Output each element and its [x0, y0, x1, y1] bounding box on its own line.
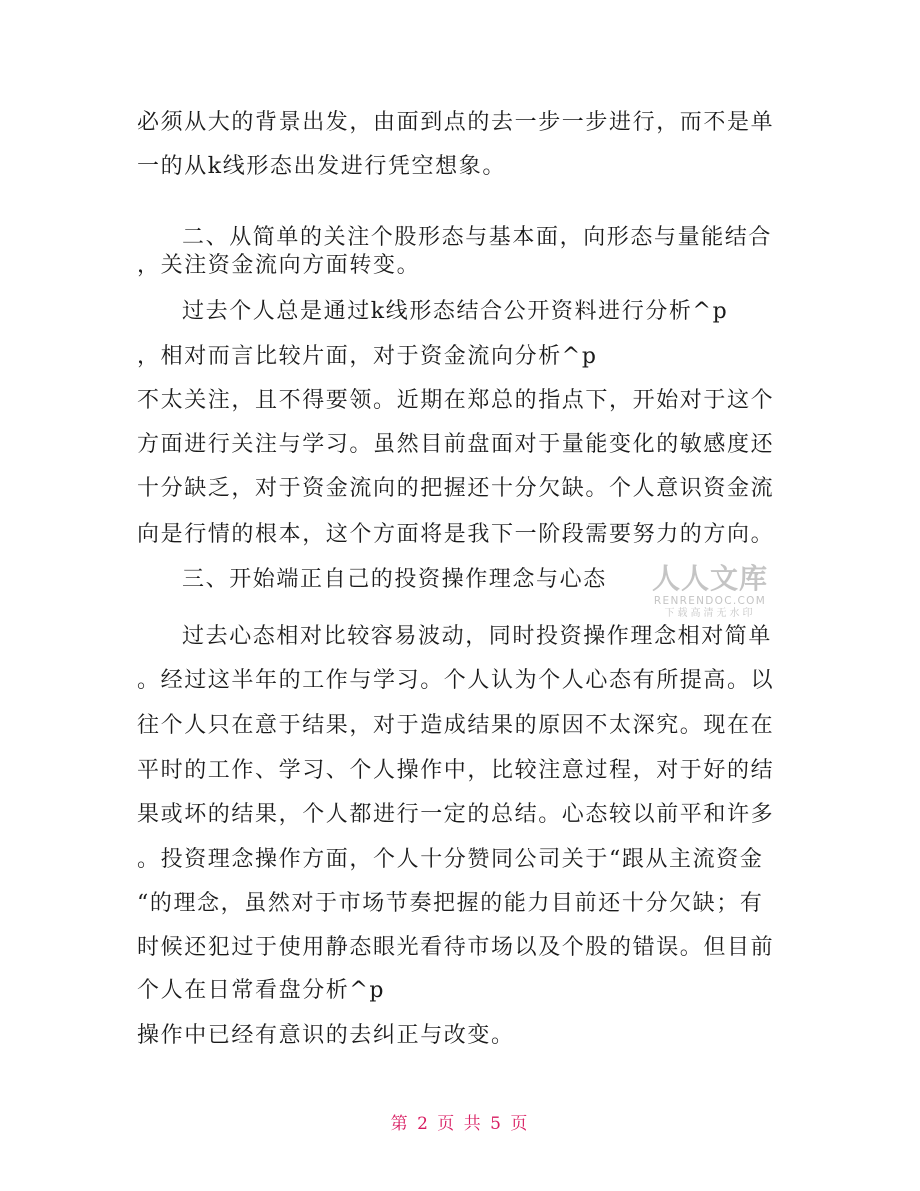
watermark-title: 人人文库 [651, 562, 768, 595]
text-line-4: ，关注资金流向方面转变。 [137, 253, 421, 278]
text-line-16: 果或坏的结果，个人都进行一定的总结。心态较以前平和许多 [137, 802, 775, 827]
text-line-17: 。投资理念操作方面，个人十分赞同公司关于“跟从主流资金 [137, 847, 764, 872]
section-heading-3: 三、开始端正自己的投资操作理念与心态 [182, 567, 607, 592]
text-line-10: 向是行情的根本，这个方面将是我下一阶段需要努力的方向。 [137, 522, 775, 547]
section-heading-2: 二、从简单的关注个股形态与基本面，向形态与量能结合 [182, 225, 773, 250]
text-line-15: 平时的工作、学习、个人操作中，比较注意过程，对于好的结 [137, 758, 775, 783]
text-line-21: 操作中已经有意识的去纠正与改变。 [137, 1023, 515, 1048]
text-line-2: 一的从k线形态出发进行凭空想象。 [137, 154, 506, 179]
text-line-6: ，相对而言比较片面，对于资金流向分析^p [137, 344, 598, 369]
text-line-8: 方面进行关注与学习。虽然目前盘面对于量能变化的敏感度还 [137, 432, 775, 457]
text-line-12: 过去心态相对比较容易波动，同时投资操作理念相对简单 [182, 624, 773, 649]
text-line-13: 。经过这半年的工作与学习。个人认为个人心态有所提高。以 [137, 668, 775, 693]
text-line-18: “的理念，虽然对于市场节奏把握的能力目前还十分欠缺；有 [137, 891, 764, 916]
text-line-19: 时候还犯过于使用静态眼光看待市场以及个股的错误。但目前 [137, 935, 775, 960]
text-line-20: 个人在日常看盘分析^p [137, 978, 386, 1003]
page-number-footer: 第 2 页 共 5 页 [390, 1114, 530, 1134]
text-line-5: 过去个人总是通过k线形态结合公开资料进行分析^p [182, 299, 729, 324]
watermark-logo [645, 563, 775, 620]
text-line-14: 往个人只在意于结果，对于造成结果的原因不太深究。现在在 [137, 713, 775, 738]
text-line-1: 必须从大的背景出发，由面到点的去一步一步进行，而不是单 [137, 110, 775, 135]
watermark-tagline: 下载高清无水印 [664, 608, 756, 619]
text-line-9: 十分缺乏，对于资金流向的把握还十分欠缺。个人意识资金流 [137, 476, 775, 501]
watermark-domain: RENRENDOC.COM [653, 595, 767, 607]
text-line-7: 不太关注，且不得要领。近期在郑总的指点下，开始对于这个 [137, 388, 775, 413]
